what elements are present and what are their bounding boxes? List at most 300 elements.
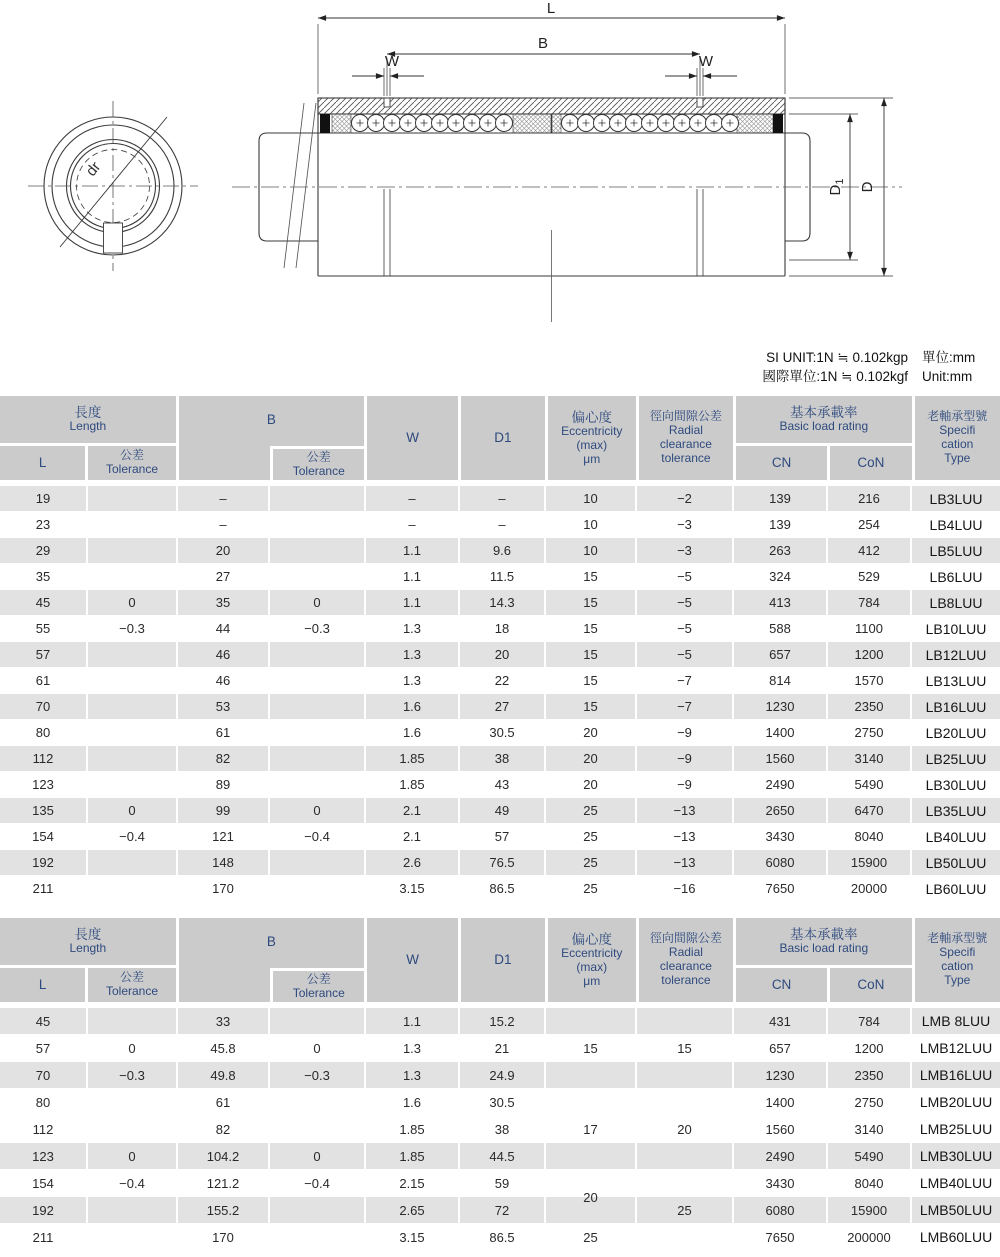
cell-b: 46	[178, 668, 270, 693]
cell-ltol: 0	[88, 1035, 178, 1061]
note-unit-en: Unit:mm	[922, 369, 973, 385]
cell-type: LB8LUU	[929, 594, 983, 611]
cell-cn: 324	[734, 564, 828, 589]
table-row	[0, 642, 1000, 668]
cell-cn: 1230	[734, 1062, 828, 1088]
table-row	[0, 486, 1000, 512]
cell-w: 1.6	[366, 720, 460, 745]
cell-rad: −9	[637, 746, 734, 771]
table-row	[0, 1197, 1000, 1224]
cell-ltol: 0	[88, 1143, 178, 1169]
cell-l: 135	[0, 798, 88, 823]
cell-btol	[270, 694, 366, 719]
cell-type: LB35LUU	[925, 802, 987, 819]
header-d1: D1	[461, 396, 544, 480]
cell-b: 99	[178, 798, 270, 823]
label-b: B	[537, 35, 549, 52]
cell-l: 57	[0, 1035, 88, 1061]
cell-rad: −13	[637, 798, 734, 823]
cell-btol: −0.4	[270, 824, 366, 849]
cell-btol	[270, 1008, 366, 1034]
note-unit-zh: 單位:mm	[922, 350, 976, 365]
cell-l: 61	[0, 668, 88, 693]
cell-d1: 24.9	[460, 1062, 546, 1088]
cell-l: 192	[0, 850, 88, 875]
cell-con: 2750	[828, 720, 912, 745]
seal-left	[320, 114, 330, 133]
cell-rad	[637, 1008, 734, 1034]
cell-con: 15900	[828, 850, 912, 875]
cell-b: 121.2	[178, 1170, 270, 1196]
header-specification-type: 老軸承型號 Specifi cation Type	[915, 396, 1000, 480]
header-cn: CN	[736, 446, 827, 480]
table-body	[0, 1008, 1000, 1251]
cell-rad: −3	[637, 538, 734, 563]
cell-ecc: 15	[546, 1035, 637, 1061]
retainer-left	[332, 114, 351, 133]
cell-b: 82	[178, 746, 270, 771]
cell-rad: −3	[637, 512, 734, 537]
cell-d1: 21	[460, 1035, 546, 1061]
cell-ltol	[88, 642, 178, 667]
cell-rad: 15	[637, 1035, 734, 1061]
cell-b: 82	[178, 1116, 270, 1142]
cell-b: 61	[178, 720, 270, 745]
header-length	[0, 396, 176, 443]
cell-ltol	[88, 1008, 178, 1034]
cell-ltol	[88, 1224, 178, 1250]
cell-d1: 30.5	[460, 720, 546, 745]
cell-cn: 7650	[734, 1224, 828, 1250]
cell-cn: 1560	[734, 746, 828, 771]
cell-b: 170	[178, 876, 270, 901]
header-con: CoN	[830, 446, 911, 480]
cell-ltol	[88, 512, 178, 537]
cell-l: 80	[0, 720, 88, 745]
header-cn: CN	[736, 968, 827, 1002]
cell-d1: 30.5	[460, 1089, 546, 1115]
cell-type: LB20LUU	[925, 724, 987, 741]
table-row	[0, 616, 1000, 642]
cell-ltol	[88, 850, 178, 875]
cell-w: 1.3	[366, 616, 460, 641]
cell-l: 70	[0, 694, 88, 719]
cell-btol	[270, 1197, 366, 1223]
retainer-center	[513, 114, 561, 133]
cell-w: 1.3	[366, 1062, 460, 1088]
cell-btol	[270, 564, 366, 589]
cell-cn: 1230	[734, 694, 828, 719]
front-view	[28, 101, 198, 271]
table-row	[0, 850, 1000, 876]
cell-ltol: 0	[88, 590, 178, 615]
cell-b: 61	[178, 1089, 270, 1115]
header-length	[0, 918, 176, 965]
note-si-en: SI UNIT:1N ≒ 0.102kgp	[766, 350, 908, 365]
cell-l: 154	[0, 1170, 88, 1196]
cell-ltol: −0.3	[88, 616, 178, 641]
table-row	[0, 590, 1000, 616]
cell-w: 2.1	[366, 824, 460, 849]
header-length-en: Length	[69, 941, 107, 956]
cell-btol: −0.4	[270, 1170, 366, 1196]
cell-type: LMB40LUU	[919, 1175, 993, 1191]
cell-btol: −0.3	[270, 616, 366, 641]
cell-btol	[270, 746, 366, 771]
cell-l: 154	[0, 824, 88, 849]
cell-type: LMB25LUU	[919, 1121, 993, 1137]
cell-ecc: 15	[546, 564, 637, 589]
cell-d1: 59	[460, 1170, 546, 1196]
cell-type: LB4LUU	[929, 516, 983, 533]
cell-w: 2.65	[366, 1197, 460, 1223]
cell-ecc	[546, 1143, 637, 1169]
header-l-tolerance: 公差 Tolerance	[88, 446, 175, 480]
table-row	[0, 512, 1000, 538]
cell-ltol	[88, 668, 178, 693]
cell-rad: −9	[637, 720, 734, 745]
cell-w: 1.3	[366, 1035, 460, 1061]
label-d1: $D_1$	[827, 178, 846, 196]
cell-b: 35	[178, 590, 270, 615]
cell-ltol	[88, 538, 178, 563]
header-specification-type: 老軸承型號 Specifi cation Type	[915, 918, 1000, 1002]
header-basic-load-rating: 基本承載率 Basic load rating	[736, 918, 912, 965]
label-w-left: W	[384, 53, 400, 70]
cell-ltol: 0	[88, 798, 178, 823]
cell-btol	[270, 486, 366, 511]
cell-d1: 86.5	[460, 1224, 546, 1250]
cell-l: 29	[0, 538, 88, 563]
cell-w: 2.15	[366, 1170, 460, 1196]
cell-d1: 76.5	[460, 850, 546, 875]
cell-rad: 25	[637, 1197, 734, 1223]
cell-b: 121	[178, 824, 270, 849]
cell-con: 8040	[828, 824, 912, 849]
cell-rad	[637, 1089, 734, 1115]
cell-cn: 139	[734, 512, 828, 537]
cell-ecc: 15	[546, 694, 637, 719]
cell-l: 112	[0, 1116, 88, 1142]
cell-w: 1.85	[366, 772, 460, 797]
cell-con: 412	[828, 538, 912, 563]
table-row	[0, 1008, 1000, 1035]
cell-con: 5490	[828, 1143, 912, 1169]
cell-d1: 38	[460, 1116, 546, 1142]
header-l-tolerance: 公差 Tolerance	[88, 968, 175, 1002]
cell-cn: 6080	[734, 1197, 828, 1223]
cell-type: LB16LUU	[925, 698, 987, 715]
cell-w: –	[366, 486, 460, 511]
cell-d1: 18	[460, 616, 546, 641]
cell-rad: −16	[637, 876, 734, 901]
cell-ltol	[88, 694, 178, 719]
cell-btol	[270, 538, 366, 563]
cell-rad	[637, 1143, 734, 1169]
cell-l: 23	[0, 512, 88, 537]
cell-cn: 3430	[734, 824, 828, 849]
cell-ecc	[546, 1062, 637, 1088]
cell-cn: 814	[734, 668, 828, 693]
table-row	[0, 746, 1000, 772]
cell-ecc: 25	[546, 850, 637, 875]
cell-type: LB30LUU	[925, 776, 987, 793]
cell-b: 148	[178, 850, 270, 875]
cell-w: 1.1	[366, 590, 460, 615]
cell-ltol	[88, 1116, 178, 1142]
table-row	[0, 1170, 1000, 1205]
cell-cn: 1400	[734, 720, 828, 745]
cell-ltol	[88, 772, 178, 797]
label-l: L	[546, 0, 556, 17]
table-row	[0, 694, 1000, 720]
cell-type: LMB30LUU	[919, 1148, 993, 1164]
cell-con: 2750	[828, 1089, 912, 1115]
cell-rad: 20	[637, 1116, 734, 1142]
header-length-zh: 長度	[74, 926, 102, 942]
cell-b: 45.8	[178, 1035, 270, 1061]
cell-ltol	[88, 564, 178, 589]
table-row	[0, 538, 1000, 564]
cell-btol	[270, 512, 366, 537]
cell-con: 8040	[828, 1170, 912, 1196]
cell-ecc: 10	[546, 538, 637, 563]
table-header	[0, 918, 1000, 1002]
cell-ltol: −0.4	[88, 824, 178, 849]
cell-btol: −0.3	[270, 1062, 366, 1088]
table-row	[0, 564, 1000, 590]
header-w: W	[367, 918, 458, 1002]
cell-ecc: 20	[546, 746, 637, 771]
cell-cn: 413	[734, 590, 828, 615]
cell-con: 784	[828, 590, 912, 615]
cell-w: 1.85	[366, 1116, 460, 1142]
cell-l: 123	[0, 772, 88, 797]
cell-con: 20000	[828, 876, 912, 901]
cell-w: 1.85	[366, 746, 460, 771]
cell-ltol	[88, 746, 178, 771]
cell-l: 45	[0, 590, 88, 615]
cell-ecc: 20	[546, 772, 637, 797]
cell-l: 70	[0, 1062, 88, 1088]
cell-con: 216	[828, 486, 912, 511]
cell-rad	[637, 1062, 734, 1088]
lmb-series-table	[0, 918, 1000, 1251]
cell-cn: 7650	[734, 876, 828, 901]
cell-b: 170	[178, 1224, 270, 1250]
cell-type: LMB50LUU	[919, 1202, 993, 1218]
bottom-groove-lines	[384, 189, 703, 276]
cell-l: 57	[0, 642, 88, 667]
cell-type: LMB 8LUU	[921, 1013, 991, 1029]
cell-cn: 431	[734, 1008, 828, 1034]
cell-b: –	[178, 486, 270, 511]
cell-rad: −5	[637, 590, 734, 615]
table-row	[0, 876, 1000, 902]
snapring-groove-right	[697, 98, 703, 107]
cell-ecc	[546, 1089, 637, 1115]
cell-w: 2.1	[366, 798, 460, 823]
header-b: B 公差 Tolerance	[179, 918, 364, 1002]
snapring-groove-left	[384, 98, 390, 107]
cell-con: 1100	[828, 616, 912, 641]
cell-w: 1.1	[366, 564, 460, 589]
label-dr: dr	[82, 158, 105, 180]
cell-rad: −5	[637, 564, 734, 589]
cell-ltol	[88, 1089, 178, 1115]
cell-con: 1200	[828, 642, 912, 667]
dimensions	[318, 18, 893, 276]
seal-right	[773, 114, 783, 133]
table-row	[0, 1116, 1000, 1143]
header-radial-clearance: 徑向間隙公差 Radial clearance tolerance	[639, 918, 733, 1002]
b-extension-lines	[387, 58, 700, 96]
cell-btol	[270, 1116, 366, 1142]
cell-d1: 72	[460, 1197, 546, 1223]
cell-rad: −7	[637, 668, 734, 693]
cell-d1: 9.6	[460, 538, 546, 563]
table-row	[0, 772, 1000, 798]
cell-ecc: 25	[546, 1224, 637, 1250]
cell-d1: 86.5	[460, 876, 546, 901]
cell-btol	[270, 772, 366, 797]
cell-b: 49.8	[178, 1062, 270, 1088]
cell-w: 2.6	[366, 850, 460, 875]
lb-series-table	[0, 396, 1000, 902]
table-row	[0, 798, 1000, 824]
cell-ltol	[88, 486, 178, 511]
table-row	[0, 1035, 1000, 1062]
cell-type: LB3LUU	[929, 490, 983, 507]
cell-cn: 3430	[734, 1170, 828, 1196]
header-l: L	[0, 446, 85, 480]
cell-type: LB6LUU	[929, 568, 983, 585]
cell-ecc: 15	[546, 590, 637, 615]
cell-con: 1200	[828, 1035, 912, 1061]
cell-d1: 11.5	[460, 564, 546, 589]
cell-rad: −13	[637, 824, 734, 849]
table-header	[0, 396, 1000, 480]
cell-cn: 588	[734, 616, 828, 641]
keyway-notch	[104, 223, 123, 253]
cell-btol	[270, 1224, 366, 1250]
cell-type: LMB60LUU	[919, 1229, 993, 1245]
header-d1: D1	[461, 918, 544, 1002]
cell-b: 46	[178, 642, 270, 667]
cell-d1: 27	[460, 694, 546, 719]
cell-l: 123	[0, 1143, 88, 1169]
shaft-break-lines	[284, 103, 316, 268]
cell-ltol	[88, 720, 178, 745]
cell-w: 1.6	[366, 694, 460, 719]
cell-btol: 0	[270, 590, 366, 615]
cell-rad	[637, 1224, 734, 1250]
cell-ecc: 20	[546, 1170, 637, 1196]
cell-type: LB25LUU	[925, 750, 987, 767]
cell-btol	[270, 1089, 366, 1115]
cell-con: 3140	[828, 1116, 912, 1142]
cell-type: LB50LUU	[925, 854, 987, 871]
cell-ecc: 25	[546, 824, 637, 849]
cell-con: 1570	[828, 668, 912, 693]
cell-l: 211	[0, 1224, 88, 1250]
cell-con: 784	[828, 1008, 912, 1034]
unit-note	[762, 349, 994, 386]
cell-d1: 38	[460, 746, 546, 771]
header-eccentricity: 偏心度 Eccentricity (max) μm	[548, 918, 636, 1002]
cell-b: 89	[178, 772, 270, 797]
cell-l: 112	[0, 746, 88, 771]
cell-type: LB40LUU	[925, 828, 987, 845]
cell-type: LB5LUU	[929, 542, 983, 559]
cell-rad: −5	[637, 616, 734, 641]
cell-ecc: 15	[546, 616, 637, 641]
cell-con: 254	[828, 512, 912, 537]
cell-w: 1.6	[366, 1089, 460, 1115]
cell-con: 15900	[828, 1197, 912, 1223]
header-l: L	[0, 968, 85, 1002]
cell-ecc: 15	[546, 642, 637, 667]
cell-ecc: 25	[546, 798, 637, 823]
cell-w: 1.3	[366, 668, 460, 693]
cell-btol	[270, 668, 366, 693]
table-body	[0, 486, 1000, 902]
cell-con: 2350	[828, 1062, 912, 1088]
cell-b: 27	[178, 564, 270, 589]
note-si-zh: 國際單位:1N ≒ 0.102kgf	[762, 369, 908, 385]
cell-btol	[270, 720, 366, 745]
cell-con: 6470	[828, 798, 912, 823]
table-row	[0, 1089, 1000, 1116]
cell-cn: 1560	[734, 1116, 828, 1142]
cell-type: LB10LUU	[925, 620, 987, 637]
cell-d1: 57	[460, 824, 546, 849]
cell-rad: −2	[637, 486, 734, 511]
cell-cn: 6080	[734, 850, 828, 875]
cell-ecc: 20	[546, 720, 637, 745]
table-row	[0, 1062, 1000, 1089]
header-eccentricity: 偏心度 Eccentricity (max) μm	[548, 396, 636, 480]
cell-l: 35	[0, 564, 88, 589]
cell-con: 2350	[828, 694, 912, 719]
cell-w: 1.1	[366, 538, 460, 563]
cell-w: 1.3	[366, 642, 460, 667]
cell-l: 45	[0, 1008, 88, 1034]
cell-ecc: 10	[546, 486, 637, 511]
label-d: D	[859, 181, 876, 193]
cell-cn: 2650	[734, 798, 828, 823]
header-con: CoN	[830, 968, 911, 1002]
header-b-tolerance: 公差 Tolerance	[270, 968, 364, 1002]
header-b-tolerance: 公差 Tolerance	[270, 446, 364, 480]
cell-type: LMB16LUU	[919, 1067, 993, 1083]
cell-cn: 263	[734, 538, 828, 563]
cell-type: LMB12LUU	[919, 1040, 993, 1056]
cell-ltol	[88, 876, 178, 901]
cell-l: 55	[0, 616, 88, 641]
table-row	[0, 1143, 1000, 1170]
header-b: B 公差 Tolerance	[179, 396, 364, 480]
cell-ltol: −0.3	[88, 1062, 178, 1088]
table-row	[0, 1224, 1000, 1251]
cell-btol	[270, 850, 366, 875]
cell-d1: 43	[460, 772, 546, 797]
side-view	[232, 98, 902, 322]
cell-con: 200000	[828, 1224, 912, 1250]
cell-cn: 657	[734, 642, 828, 667]
cell-type: LB60LUU	[925, 880, 987, 897]
cell-ecc: 25	[546, 876, 637, 901]
